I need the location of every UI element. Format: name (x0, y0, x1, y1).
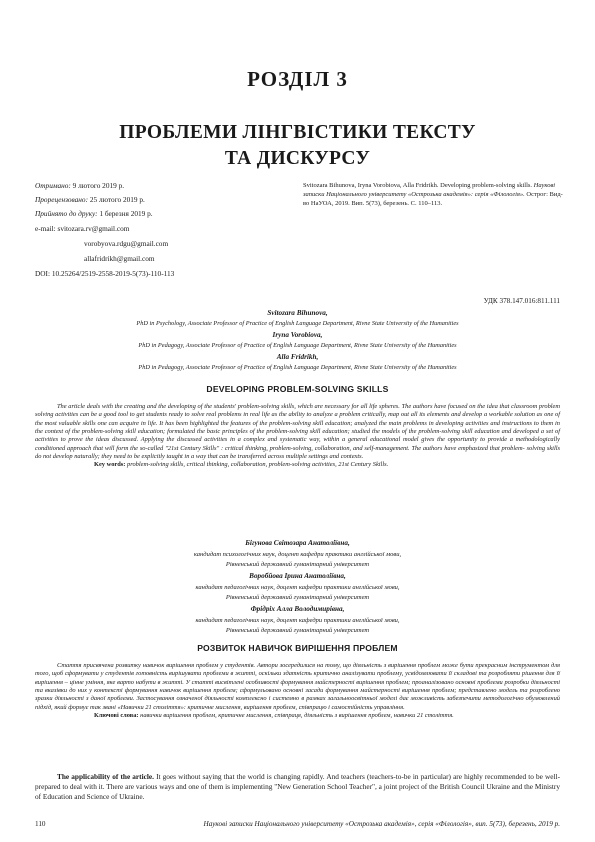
citation (303, 181, 565, 209)
main-title-line-1: ПРОБЛЕМИ ЛІНГВІСТИКИ ТЕКСТУ (119, 122, 476, 143)
citation-journal: Наукові записки Національного університету «Острозька академія»: серія «Філологія». (303, 182, 556, 199)
received-label: Отримано: (35, 181, 71, 190)
english-article-title: DEVELOPING PROBLEM-SOLVING SKILLS (206, 384, 389, 394)
keywords-uk-value: навички вирішення проблем, критичне мислення, співпраця, діяльність з вирішення проблем, навички 21 століття. (140, 712, 454, 720)
doi[interactable]: DOI: 10.25264/2519-2558-2019-5(73)-110-113 (35, 269, 175, 278)
author-uk-2-affiliation: кандидат педагогічних наук, доцент кафедри практики англійської мови, (195, 584, 400, 591)
author-uk-1-affiliation: кандидат психологічних наук, доцент кафедри практики англійської мови, (193, 551, 402, 558)
email-2[interactable]: vorobyova.rdgu@gmail.com (84, 239, 169, 248)
author-uk-1-university: Рівненський державний гуманітарний університет (225, 561, 370, 568)
reviewed-date (35, 195, 145, 204)
author-en-2-affiliation: PhD in Pedagogy, Associate Professor of Practice of English Language Department, Rivne State University of the Humanities (138, 342, 457, 349)
accepted-date (35, 209, 153, 218)
main-title-line-2: ТА ДИСКУРСУ (224, 148, 371, 169)
accepted-value: 1 березня 2019 р. (99, 209, 153, 218)
author-en-1-affiliation: PhD in Psychology, Associate Professor of Practice of English Language Department, Rivne State University of the Humanities (136, 320, 459, 327)
author-en-1-name: Svitozara Bihunova, (267, 309, 328, 317)
author-en-2-name: Iryna Vorobiova, (272, 331, 323, 339)
applicability-text: It goes without saying that the world is changing rapidly. And teachers (teachers-to-be in particular) are highly recommended to be well-prepared to deal with it. There are various ways and one of them is implementing "New Generation School Teacher", a joint project of the British Council Ukraine and the Ministry of Education and Science of Ukraine. (35, 772, 560, 801)
body-paragraph-text (35, 772, 560, 802)
ukrainian-article-title: РОЗВИТОК НАВИЧОК ВИРІШЕННЯ ПРОБЛЕМ (197, 643, 398, 653)
author-uk-1-name: Бігунова Світозара Анатоліївна, (245, 539, 350, 547)
author-uk-3-affiliation: кандидат педагогічних наук, доцент кафедри практики англійської мови, (195, 617, 400, 624)
keywords-en-value: problem-solving skills, critical thinking, collaboration, problem-solving activities, 21st Century Skills. (127, 461, 389, 469)
email-1[interactable]: e-mail: svitozara.rv@gmail.com (35, 224, 130, 233)
email-3[interactable]: allafridrikh@gmail.com (84, 254, 155, 263)
main-title (60, 120, 535, 172)
accepted-label: Прийнято до друку: (35, 209, 98, 218)
author-uk-3-name: Фрідріх Алла Володимирівна, (250, 605, 345, 613)
received-value: 9 лютого 2019 р. (72, 181, 125, 190)
reviewed-value: 25 лютого 2019 р. (89, 195, 145, 204)
abstract-en-text: The article deals with the creating and the developing of the students' problem-solving skills, which are necessary for all life spheres. The authors have focused on the idea that classroom problem solving activities can be a good tool to get students ready to solve real problems in real life as the ability to analyze a problem critically, map out all its elements and develop a workable solution as one of the most valuable skills one can acquire in life. It has been highlighted the features of the problem-solving skill education; analyzed the main problems in developing activities and instructions to them in the context of the problem-solving skill education; formulated the basic principles of the problem-solving skill education; studied the models of the problem-solving skill education and developed a set of activities to prove the ideas discussed. Applying the discussed activities in a complex and systematic way, within a general educational model gives the opportunity to provide a methodologically conditioned approach that will form the so-called "21st Century Skills" : critical thinking, problem-solving, collaboration, and self-management. The authors have emphasized that problem- solving skills do not develop naturally; they need to be explicitly taught in a way that can be transferred across multiple settings and contexts. (35, 403, 560, 461)
abstract-uk-text: Стаття присвячена розвитку навичок вирішення проблем у студентів. Автори зосередилися на тому, що діяльність з вирішення проблем може бути прекрасним інструментом для того, щоб сформувати у студентів готовність вирішувати проблеми в житті, оскільки здатність критично аналізувати проблему, усвідомлювати її складові та розробляти рішення для її вирішення – цінне уміння, яке варто набути в житті. У статті висвітлені особливості формування майстерності вирішення проблем; проаналізовано основні проблеми розробки діяльності та вказівки до них у контексті формування навичок вирішення проблем; сформульовано основні засади формування майстерності вирішення проблем; представлено модель та розроблено зразки діяльності з даної проблеми. Застосування означеної діяльності комплексно і системно в рамках загальноосвітньої моделі дає можливість забезпечити методологічно обумовлений підхід, який формує так звані «Навички 21 століття»: критичне мислення, вирішення проблем, співпрацю і самостійність управління. (35, 662, 560, 711)
footer-journal: Наукові записки Національного університету «Острозька академія», серія «Філологія», вип. 5(73), березень, 2019 р. (203, 820, 560, 828)
received-date (35, 181, 124, 190)
citation-details: Острог: Вид-во НаУОА, 2019. Вип. 5(73), березень. С. 110–113. (303, 191, 563, 208)
udc-code: УДК 378.147.016:811.111 (483, 297, 560, 305)
keywords-en (35, 461, 560, 469)
author-uk-3-university: Рівненський державний гуманітарний університет (225, 627, 370, 634)
body-paragraph (35, 772, 560, 802)
author-uk-2-university: Рівненський державний гуманітарний університет (225, 594, 370, 601)
abstract-en (35, 403, 560, 470)
applicability-heading: The applicability of the article. (57, 772, 154, 781)
section-title: РОЗДІЛ 3 (247, 67, 348, 91)
reviewed-label: Прорецензовано: (35, 195, 89, 204)
keywords-uk-label: Ключові слова: (94, 712, 139, 720)
author-uk-2-name: Воробйова Ірина Анатоліївна, (249, 572, 346, 580)
keywords-uk (35, 712, 560, 720)
page-number: 110 (35, 820, 46, 828)
keywords-en-label: Key words: (94, 461, 126, 469)
author-en-3-name: Alla Fridrikh, (276, 353, 319, 361)
abstract-uk (35, 662, 560, 720)
author-en-3-affiliation: PhD in Pedagogy, Associate Professor of Practice of English Language Department, Rivne State University of the Humanities (138, 364, 457, 371)
citation-authors-title: Svitozara Bihunova, Iryna Vorobiova, Alla Fridrikh. Developing problem-solving skills. (303, 182, 533, 189)
